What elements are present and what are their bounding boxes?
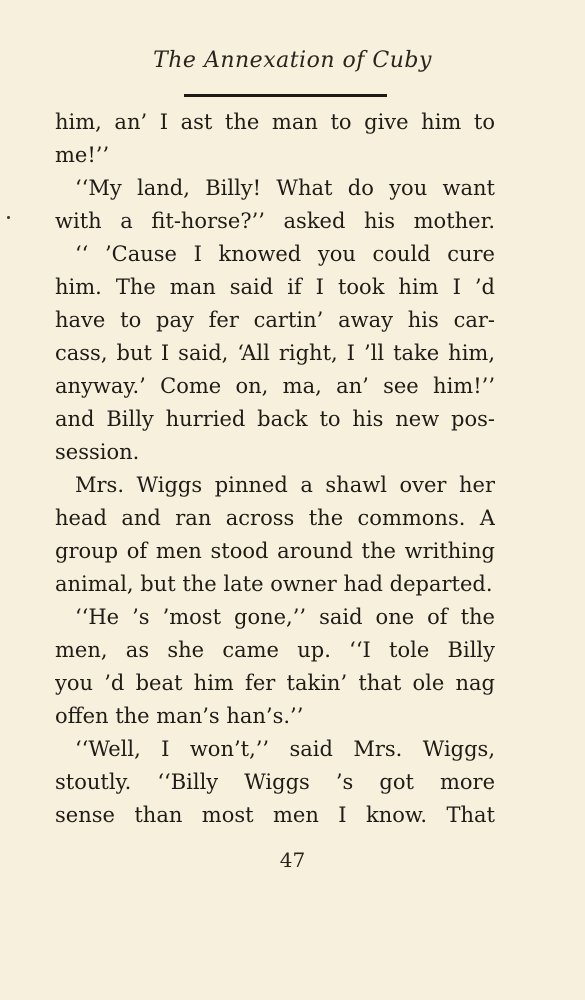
text-line: offen the man’s han’s.’’ xyxy=(55,704,304,728)
running-head: The Annexation of Cuby xyxy=(153,48,432,73)
text-line: you ’d beat him fer takin’ that ole nag xyxy=(55,671,495,695)
text-line: session. xyxy=(55,440,140,464)
text-line: him. The man said if I took him I ’d xyxy=(55,275,495,299)
text-line: group of men stood around the writhing xyxy=(55,539,495,563)
text-line: ‘‘Well, I won’t,’’ said Mrs. Wiggs, xyxy=(75,737,495,761)
text-line: stoutly. ‘‘Billy Wiggs ’s got more xyxy=(55,770,495,794)
text-line: have to pay fer cartin’ away his car- xyxy=(55,308,495,332)
text-line: him, an’ I ast the man to give him to xyxy=(55,110,495,134)
text-line: men, as she came up. ‘‘I tole Billy xyxy=(55,638,495,662)
text-line: cass, but I said, ‘All right, I ’ll take him, xyxy=(55,341,495,365)
text-line: head and ran across the commons. A xyxy=(55,506,495,530)
page-number: 47 xyxy=(279,848,306,872)
text-line: anyway.’ Come on, ma, an’ see him!’’ xyxy=(55,374,495,398)
text-line: sense than most men I know. That xyxy=(55,803,495,827)
text-line: animal, but the late owner had departed. xyxy=(55,572,493,596)
text-line: with a fit-horse?’’ asked his mother. xyxy=(55,209,495,233)
text-line: and Billy hurried back to his new pos- xyxy=(55,407,495,431)
text-line: ‘‘My land, Billy! What do you want xyxy=(75,176,495,200)
text-line: Mrs. Wiggs pinned a shawl over her xyxy=(75,473,495,497)
text-line: ‘‘He ’s ’most gone,’’ said one of the xyxy=(75,605,495,629)
text-line: me!’’ xyxy=(55,143,110,167)
text-line: ‘‘ ’Cause I knowed you could cure xyxy=(75,242,495,266)
header-rule xyxy=(184,94,387,97)
body-text xyxy=(55,106,495,832)
margin-speck xyxy=(7,216,10,219)
